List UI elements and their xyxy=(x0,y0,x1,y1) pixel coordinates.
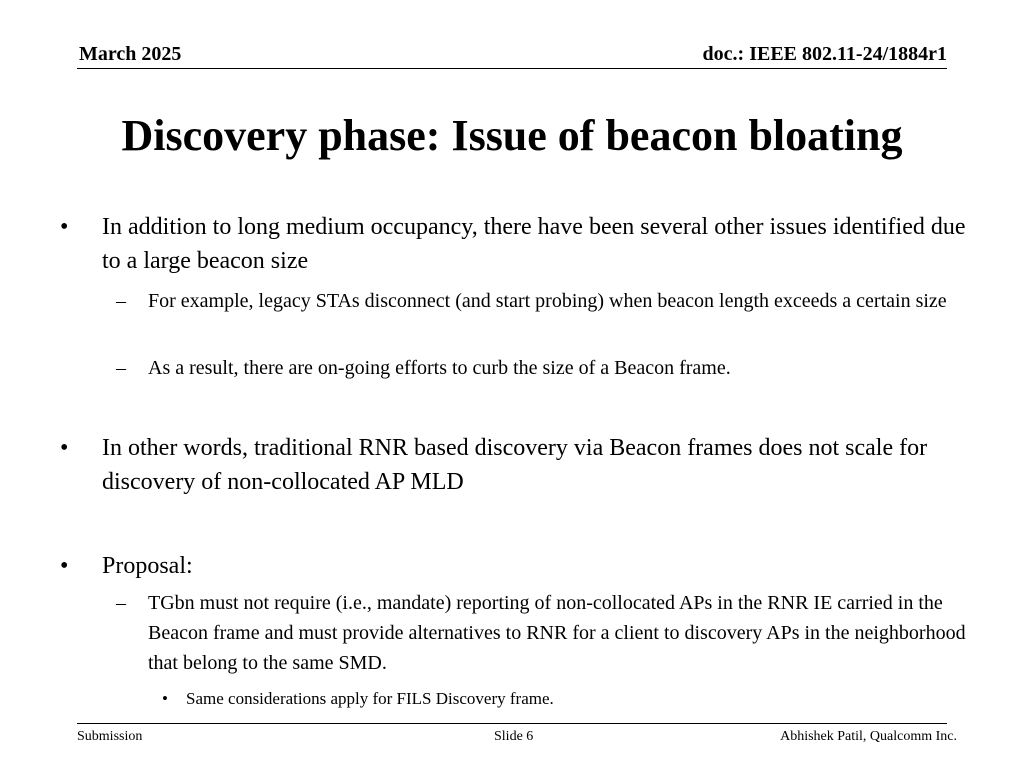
footer-divider xyxy=(77,723,947,724)
bullet-marker: • xyxy=(60,214,69,240)
bullet-text: For example, legacy STAs disconnect (and start probing) when beacon length exceeds a certain size xyxy=(148,290,947,312)
bullet-text: In other words, traditional RNR based discovery via Beacon frames does not scale for discovery of non-collocated AP MLD xyxy=(102,435,928,495)
bullet-marker: • xyxy=(60,553,69,579)
bullet-text: In addition to long medium occupancy, there have been several other issues identified due to a large beacon size xyxy=(102,214,966,274)
footer-author: Abhishek Patil, Qualcomm Inc. xyxy=(780,729,957,744)
bullet-3-sub-1 xyxy=(116,588,978,678)
slide-title: Discovery phase: Issue of beacon bloating xyxy=(121,111,903,160)
bullet-text: Proposal: xyxy=(102,553,193,579)
header-doc-id: doc.: IEEE 802.11-24/1884r1 xyxy=(702,43,947,65)
header-divider xyxy=(77,68,947,69)
dash-marker: – xyxy=(116,290,126,312)
footer-slide-number: Slide 6 xyxy=(494,729,534,744)
bullet-2 xyxy=(60,431,972,499)
bullet-text: TGbn must not require (i.e., mandate) reporting of non-collocated APs in the RNR IE carried in the Beacon frame and must provide alternatives to RNR for a client to discovery APs in the neighborhood that belong to the same SMD. xyxy=(148,592,966,674)
header-date: March 2025 xyxy=(79,43,182,65)
bullet-marker: • xyxy=(60,435,69,461)
bullet-text: Same considerations apply for FILS Discovery frame. xyxy=(186,689,554,708)
dash-marker: – xyxy=(116,592,126,614)
footer-submission: Submission xyxy=(77,729,143,744)
bullet-3-sub-1-sub-1 xyxy=(162,687,966,711)
bullet-1-sub-2 xyxy=(116,353,978,383)
bullet-3 xyxy=(60,549,972,583)
bullet-marker: • xyxy=(162,689,168,708)
dash-marker: – xyxy=(116,357,126,379)
bullet-1-sub-1 xyxy=(116,286,978,316)
bullet-text: As a result, there are on-going efforts to curb the size of a Beacon frame. xyxy=(148,357,731,379)
bullet-1 xyxy=(60,210,972,278)
